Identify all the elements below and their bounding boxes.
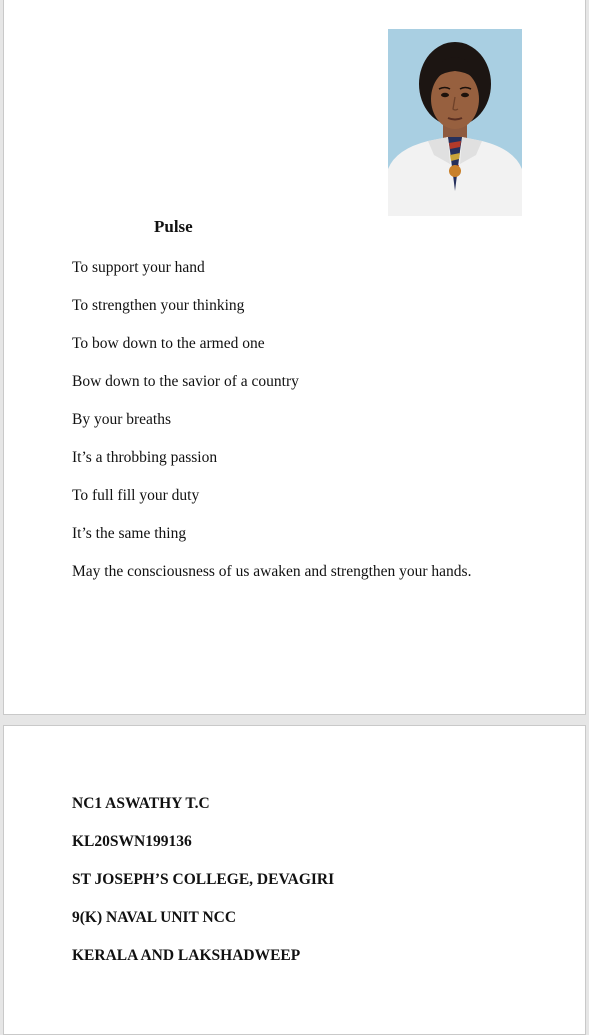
author-id: KL20SWN199136 xyxy=(72,833,192,850)
document-page-2 xyxy=(3,725,586,1035)
author-details xyxy=(72,794,334,984)
poem-title: Pulse xyxy=(154,217,193,236)
author-unit: 9(K) NAVAL UNIT NCC xyxy=(72,909,237,926)
author-name: NC1 ASWATHY T.C xyxy=(72,795,210,812)
poem-line: To strengthen your thinking xyxy=(72,297,245,314)
author-college: ST JOSEPH’S COLLEGE, DEVAGIRI xyxy=(72,871,335,888)
poem-line: May the consciousness of us awaken and strengthen your hands. xyxy=(72,563,472,580)
author-region: KERALA AND LAKSHADWEEP xyxy=(72,947,301,964)
poem-line: By your breaths xyxy=(72,411,172,428)
poem-line: Bow down to the savior of a country xyxy=(72,373,299,390)
portrait-illustration xyxy=(388,29,522,216)
poem-line: To full fill your duty xyxy=(72,487,200,504)
poem-line: To bow down to the armed one xyxy=(72,335,265,352)
poem-line: It’s the same thing xyxy=(72,525,187,542)
author-portrait-photo xyxy=(388,29,522,216)
poem-body xyxy=(72,258,471,600)
poem-line: To support your hand xyxy=(72,259,205,276)
document-page-1 xyxy=(3,0,586,715)
poem-line: It’s a throbbing passion xyxy=(72,449,218,466)
